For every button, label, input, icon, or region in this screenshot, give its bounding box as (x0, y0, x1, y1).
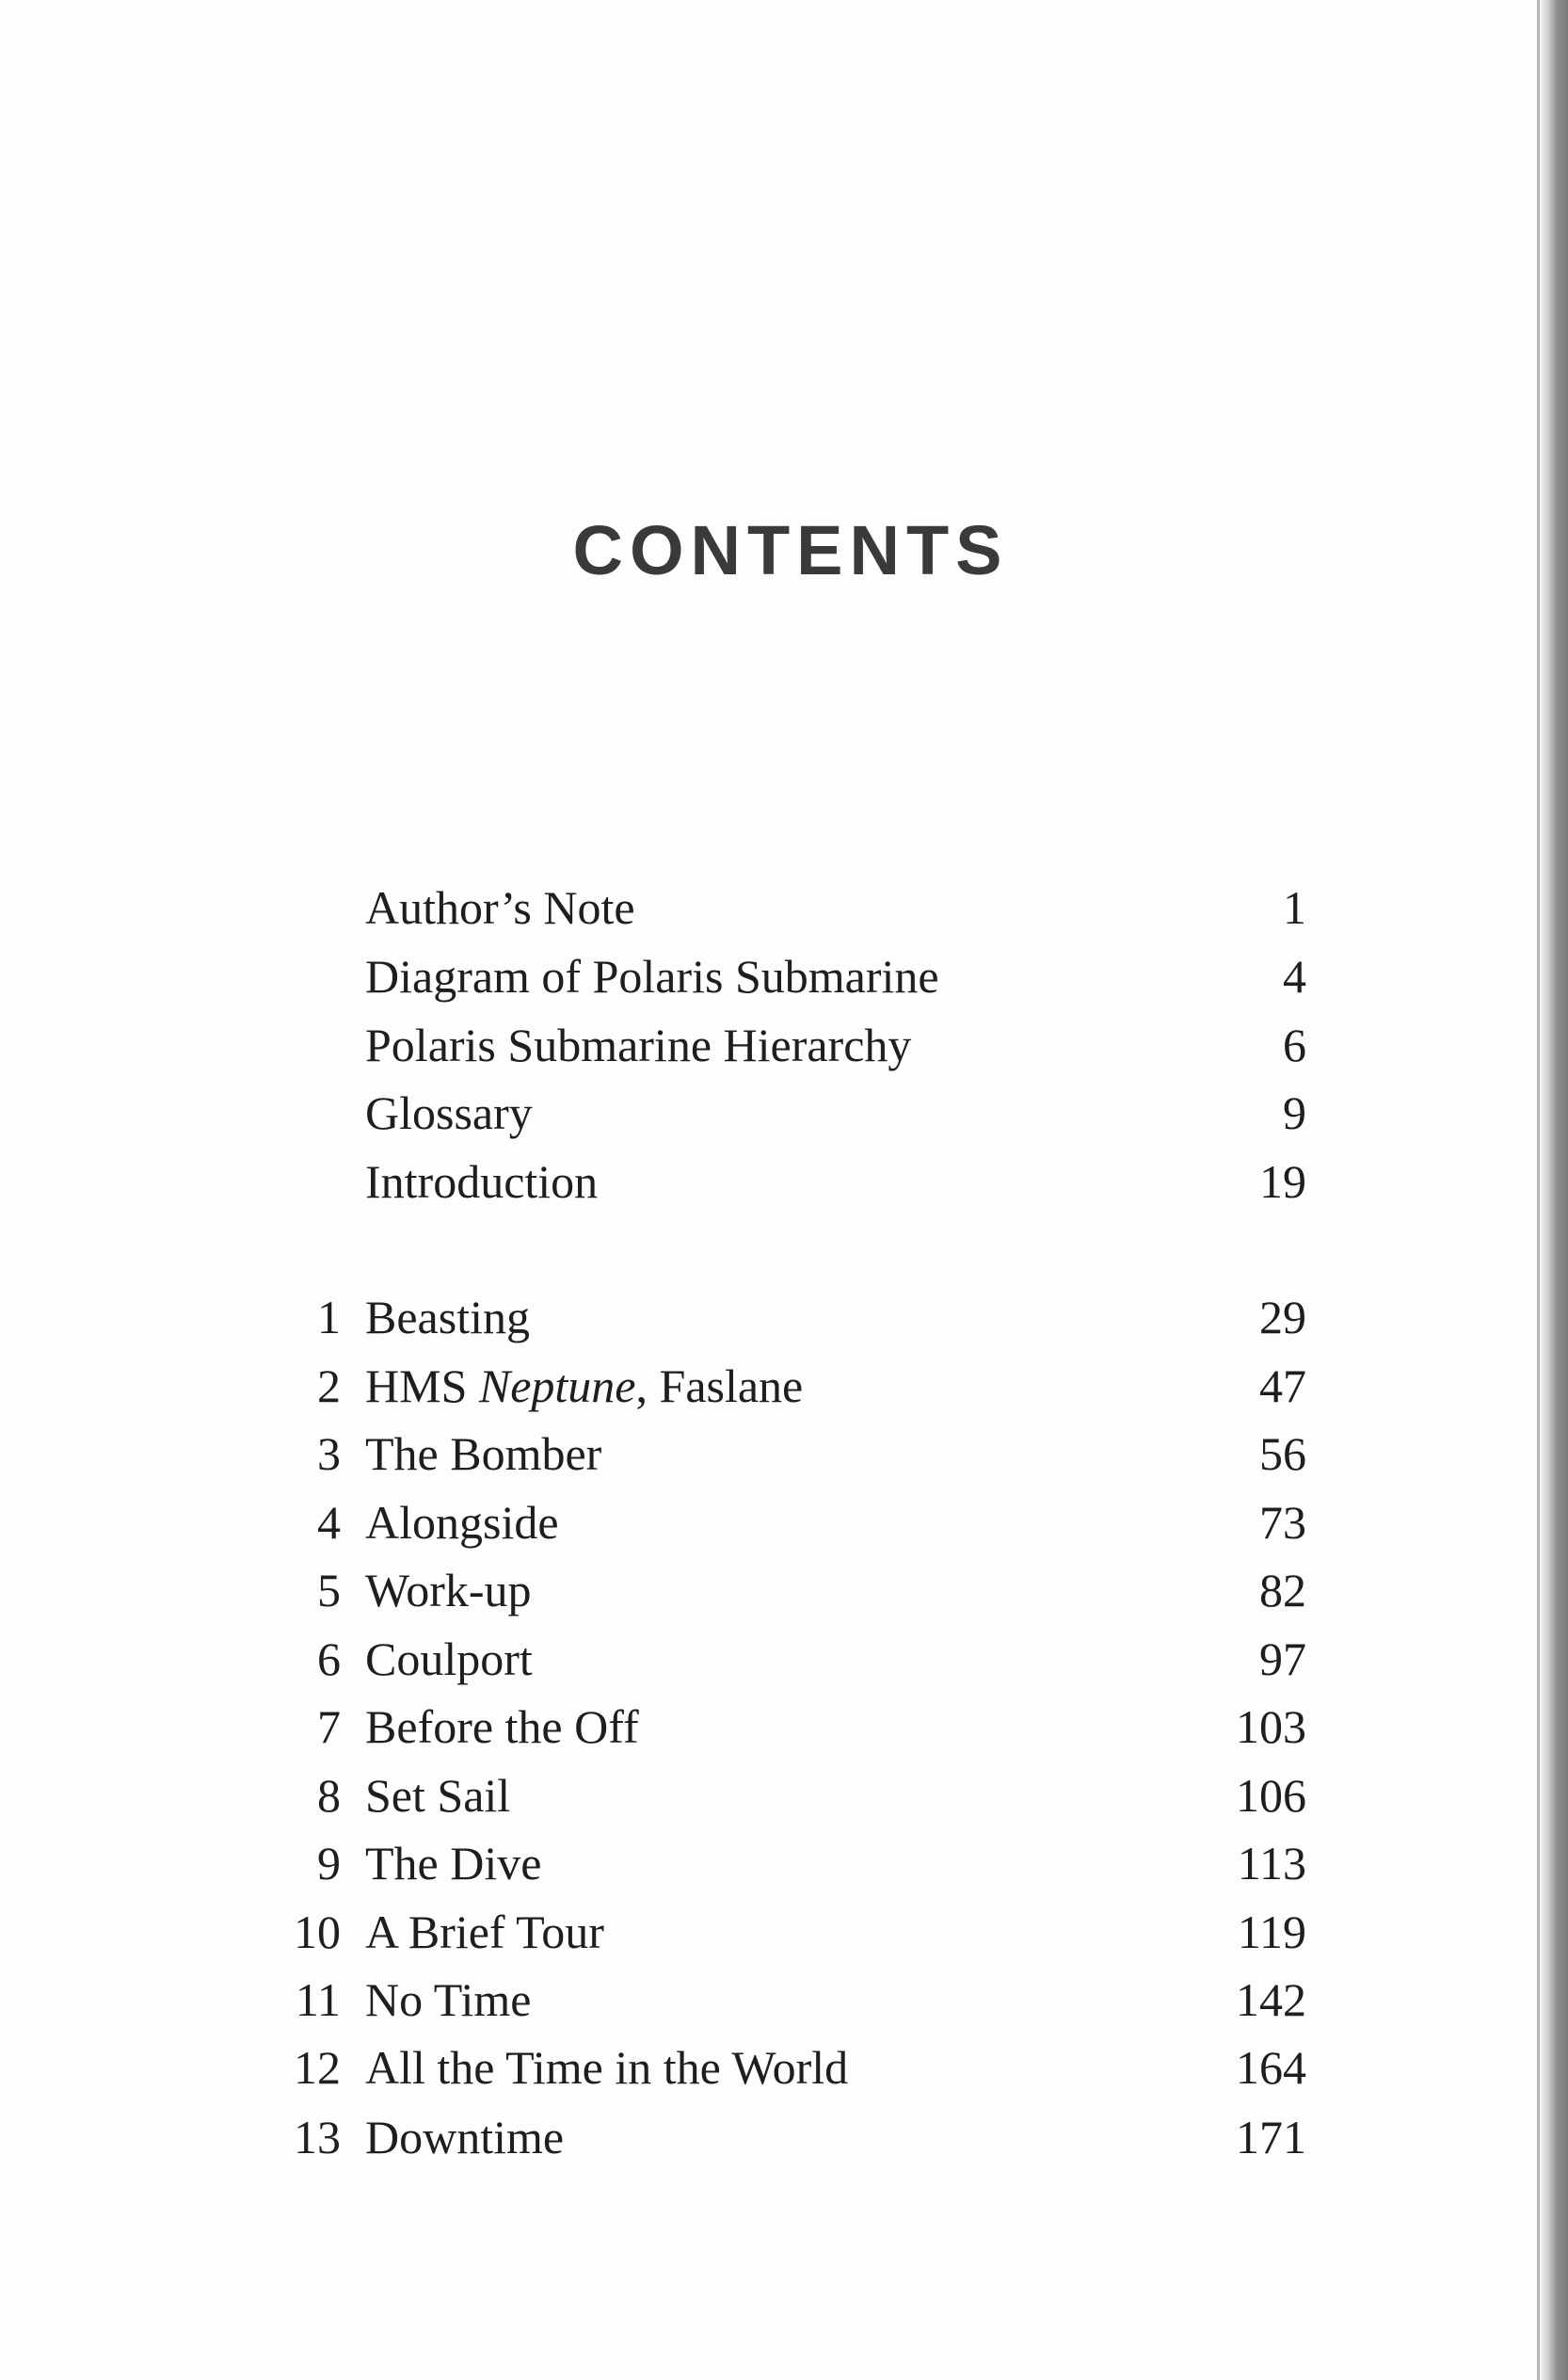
chapter-title: Before the Off (365, 1700, 639, 1753)
chapter-page: 142 (1236, 1973, 1306, 2026)
toc-entry-page: 19 (1259, 1155, 1306, 1208)
chapter-title: Set Sail (365, 1769, 511, 1822)
chapter-page: 171 (1236, 2111, 1306, 2163)
toc-entry (0, 1085, 1568, 1141)
chapter-page: 47 (1259, 1359, 1306, 1412)
toc-entry-page: 4 (1283, 950, 1306, 1003)
chapter-number: 8 (317, 1769, 341, 1822)
chapter-number: 2 (317, 1359, 341, 1412)
chapter-number: 9 (317, 1837, 341, 1890)
chapter-entry (0, 1767, 1568, 1824)
toc-entry (0, 1153, 1568, 1210)
chapter-page: 29 (1259, 1291, 1306, 1343)
chapter-entry (0, 1904, 1568, 1960)
chapter-title: No Time (365, 1973, 532, 2026)
chapter-title: Alongside (365, 1496, 559, 1549)
chapter-entry (0, 1494, 1568, 1551)
chapter-number: 5 (317, 1564, 341, 1616)
chapter-page: 119 (1237, 1906, 1306, 1958)
toc-entry (0, 1017, 1568, 1073)
chapter-title: The Dive (365, 1837, 542, 1890)
chapter-title: All the Time in the World (365, 2041, 849, 2094)
chapter-number: 4 (317, 1496, 341, 1549)
chapter-page: 97 (1259, 1632, 1306, 1685)
chapter-title-prefix: HMS (365, 1359, 479, 1412)
chapter-page: 82 (1259, 1564, 1306, 1616)
toc-entry-label: Glossary (365, 1086, 533, 1139)
chapter-page: 113 (1237, 1837, 1306, 1890)
chapter-title: Downtime (365, 2111, 565, 2163)
chapter-page: 106 (1236, 1769, 1306, 1822)
chapter-entry (0, 1971, 1568, 2028)
chapter-title: Beasting (365, 1291, 530, 1343)
chapter-page: 56 (1259, 1427, 1306, 1480)
chapter-entry (0, 1289, 1568, 1345)
chapter-number: 6 (317, 1632, 341, 1685)
chapter-title: Work-up (365, 1564, 532, 1616)
chapter-title: The Bomber (365, 1427, 602, 1480)
chapter-page: 73 (1259, 1496, 1306, 1549)
chapter-page: 164 (1236, 2041, 1306, 2094)
chapter-title-suffix: , Faslane (635, 1359, 804, 1412)
chapter-entry (0, 1562, 1568, 1618)
chapter-number: 13 (294, 2111, 341, 2163)
toc-entry-page: 1 (1283, 881, 1306, 934)
chapter-entry (0, 1358, 1568, 1414)
toc-entry-label: Author’s Note (365, 881, 635, 934)
chapter-page: 103 (1236, 1700, 1306, 1753)
chapter-number: 1 (317, 1291, 341, 1343)
toc-entry (0, 879, 1568, 936)
chapter-number: 11 (295, 1973, 341, 2026)
ship-name: Neptune (478, 1359, 636, 1412)
chapter-number: 12 (294, 2041, 341, 2094)
chapter-entry (0, 1835, 1568, 1891)
toc-entry-label: Polaris Submarine Hierarchy (365, 1019, 912, 1071)
chapter-entry (0, 2039, 1568, 2096)
chapter-entry (0, 2109, 1568, 2165)
toc-entry-page: 9 (1283, 1086, 1306, 1139)
chapter-title: A Brief Tour (365, 1906, 604, 1958)
chapter-number: 7 (317, 1700, 341, 1753)
toc-entry-label: Introduction (365, 1155, 599, 1208)
chapter-entry (0, 1425, 1568, 1482)
chapter-title (365, 1358, 803, 1414)
chapter-entry (0, 1698, 1568, 1755)
chapter-number: 3 (317, 1427, 341, 1480)
toc-entry-page: 6 (1283, 1019, 1306, 1071)
chapter-number: 10 (294, 1906, 341, 1958)
page-title: CONTENTS (572, 511, 1009, 589)
chapter-entry (0, 1631, 1568, 1687)
toc-entry (0, 948, 1568, 1005)
chapter-title: Coulport (365, 1632, 533, 1685)
toc-entry-label: Diagram of Polaris Submarine (365, 950, 939, 1003)
